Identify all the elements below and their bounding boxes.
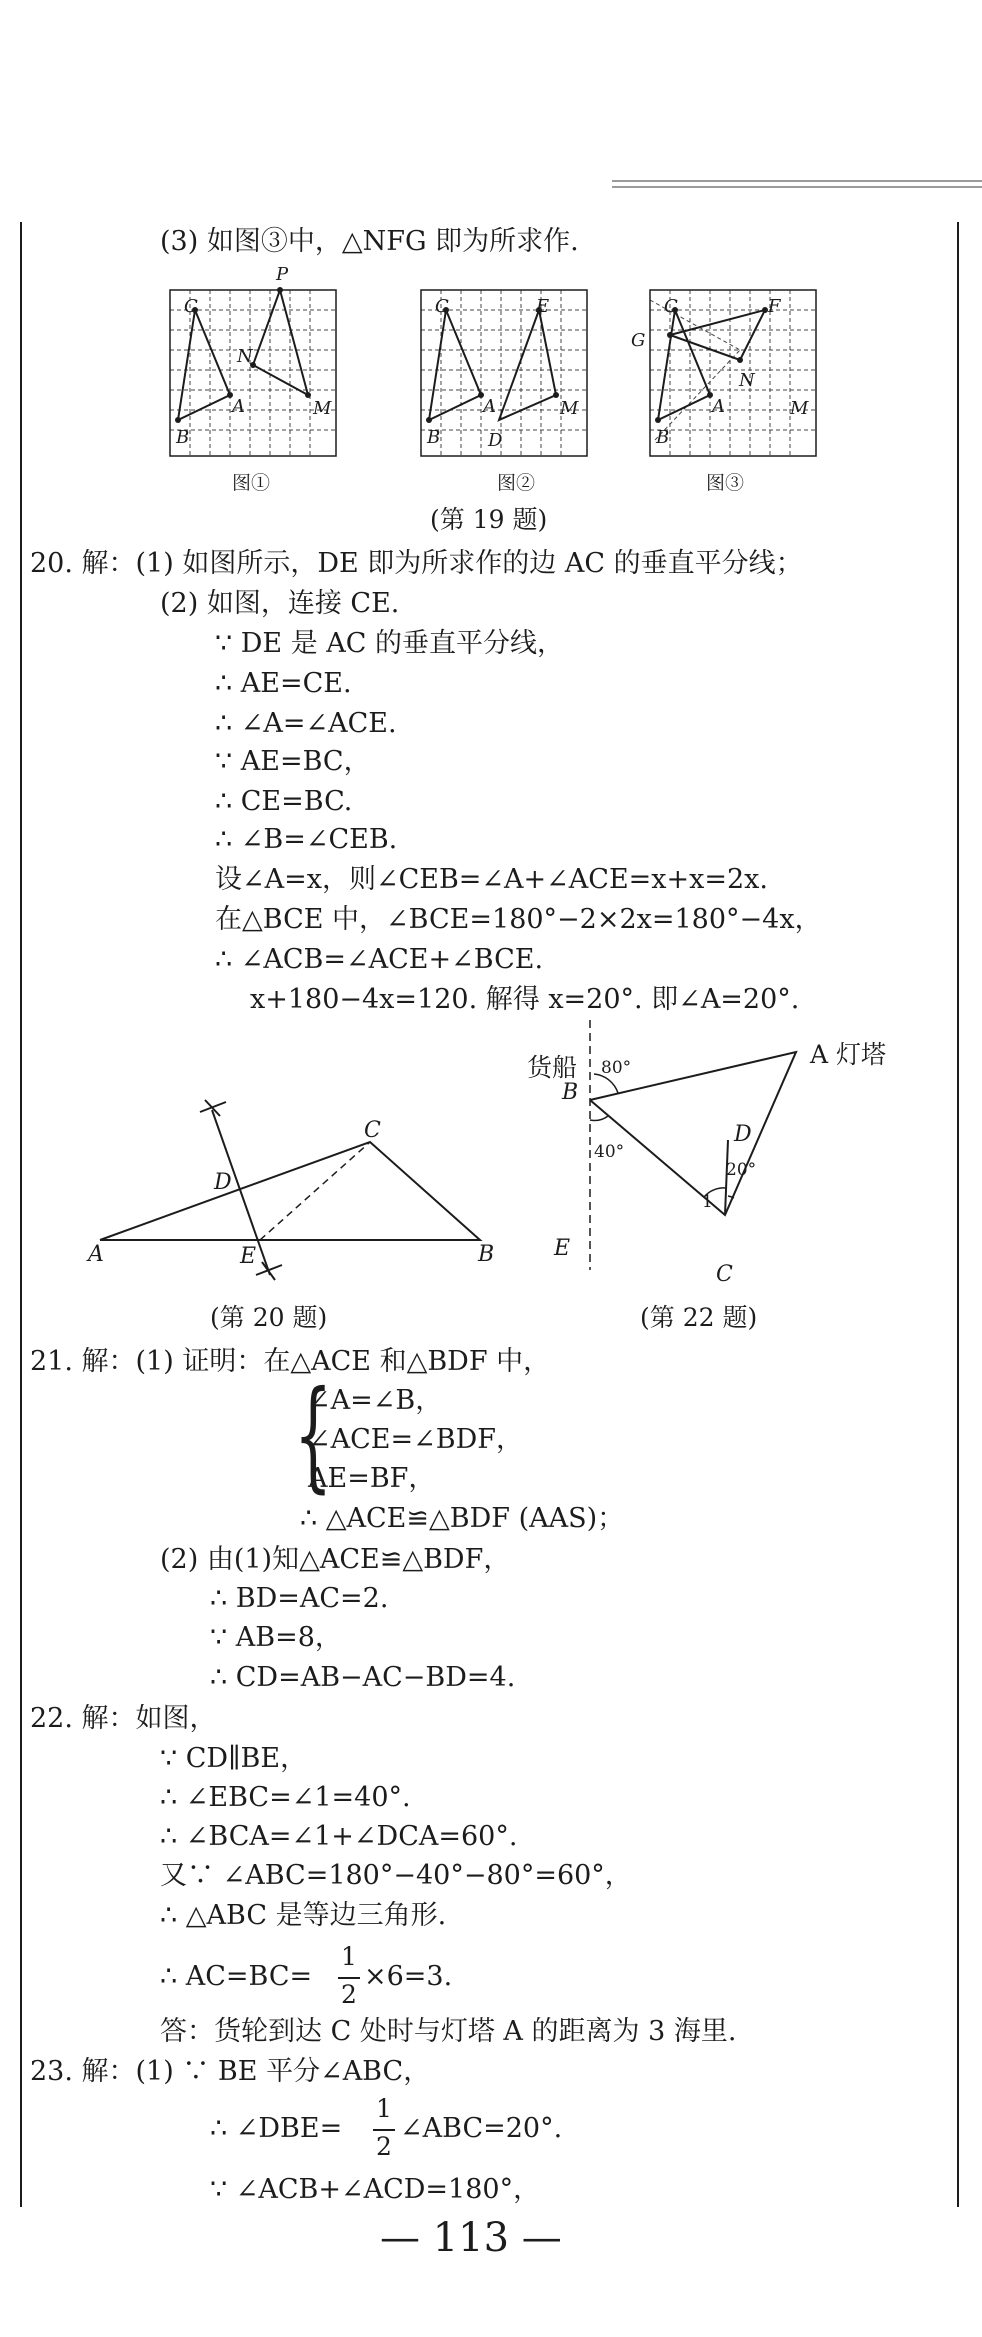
fig20-label-e: E (240, 1244, 257, 1269)
fig19-1-label-a: A (232, 396, 245, 417)
fig19-3-caption: 图③ (706, 472, 745, 494)
fig19-2-label-e: E (536, 296, 550, 317)
p21-line-5: ∴ △ACE≌△BDF (AAS)； (300, 1503, 625, 1534)
p21-line-8: ∵ AB=8， (210, 1622, 342, 1653)
fig20-label-a: A (88, 1242, 104, 1267)
fig19-3-label-g: G (631, 330, 646, 351)
p23-frac-num: 1 (376, 2094, 392, 2123)
fig20-caption: (第 20 题) (210, 1303, 328, 1332)
header-rule (612, 180, 982, 182)
p20-line-2: (2) 如图，连接 CE. (160, 588, 400, 619)
p20-line-6: ∵ AE=BC， (215, 746, 371, 777)
p20-line-12: x+180−4x=120. 解得 x=20°. 即∠A=20°. (250, 984, 800, 1015)
p23-line-1: 23. 解：(1) ∵ BE 平分∠ABC， (30, 2056, 431, 2087)
p22-frac-num: 1 (341, 1942, 357, 1971)
fig22-label-d: D (734, 1122, 752, 1147)
fig19-caption: (第 19 题) (430, 505, 548, 534)
p20-line-3: ∵ DE 是 AC 的垂直平分线， (215, 628, 565, 659)
fig19-1-label-c: C (184, 296, 198, 317)
p22-line-3: ∴ ∠EBC=∠1=40°. (160, 1782, 411, 1813)
fig19-1-label-b: B (176, 427, 190, 448)
p20-line-4: ∴ AE=CE. (215, 668, 352, 699)
p22-frac-bar (338, 1977, 360, 1979)
fig20 (0, 1090, 520, 1300)
fig20-label-c: C (364, 1118, 381, 1143)
right-margin-rule (957, 222, 959, 2207)
p22-line-8: ×6=3. (364, 1961, 453, 1992)
p21-line-6: (2) 由(1)知△ACE≌△BDF， (160, 1544, 511, 1575)
p21-line-1: 21. 解：(1) 证明：在△ACE 和△BDF 中， (30, 1346, 551, 1377)
fig19-3-label-a: A (712, 396, 725, 417)
fig20-label-b: B (478, 1242, 495, 1267)
fig19-1-label-p: P (276, 264, 289, 285)
fig19-2-label-c: C (435, 296, 449, 317)
fig19-3-label-m: M (790, 398, 809, 419)
p21-line-3: ∠ACE=∠BDF， (308, 1424, 523, 1455)
p20-line-8: ∴ ∠B=∠CEB. (215, 824, 398, 855)
p22-line-5: 又∵ ∠ABC=180°−40°−80°=60°， (160, 1860, 632, 1891)
fig19-3-label-n: N (739, 370, 755, 391)
page-number: — 113 — (380, 2215, 562, 2261)
p21-line-4: AE=BF， (308, 1463, 436, 1494)
fig22-angle-80: 80° (601, 1058, 632, 1078)
fig19-2-label-d: D (488, 430, 503, 451)
p22-line-9: 答：货轮到达 C 处时与灯塔 A 的距离为 3 海里. (160, 2016, 737, 2047)
p21-line-7: ∴ BD=AC=2. (210, 1583, 389, 1614)
p20-line-5: ∴ ∠A=∠ACE. (215, 708, 397, 739)
fig22-caption: (第 22 题) (640, 1303, 758, 1332)
p20-line-10: 在△BCE 中，∠BCE=180°−2×2x=180°−4x， (215, 904, 822, 935)
fig19-1-caption: 图① (232, 472, 271, 494)
p22-line-6: ∴ △ABC 是等边三角形. (160, 1900, 447, 1931)
fig19-1-label-m: M (313, 398, 332, 419)
fig22-ship-label: 货船 (527, 1053, 578, 1082)
fig19-2-label-a: A (483, 396, 496, 417)
p21-line-9: ∴ CD=AB−AC−BD=4. (210, 1662, 516, 1693)
fig22-label-e: E (554, 1236, 571, 1261)
fig22-label-1: 1 (702, 1192, 713, 1212)
p20-line-9: 设∠A=x，则∠CEB=∠A+∠ACE=x+x=2x. (215, 864, 768, 895)
p22-frac-den: 2 (341, 1980, 357, 2009)
p21-brace: { (294, 1366, 333, 1505)
p20-line-1: 20. 解：(1) 如图所示，DE 即为所求作的边 AC 的垂直平分线； (30, 548, 803, 579)
p23-line-2: ∴ ∠DBE= (210, 2113, 343, 2144)
fig19-1-label-n: N (237, 346, 253, 367)
fig19-2-label-m: M (560, 398, 579, 419)
p21-line-2: ∠A=∠B， (308, 1385, 443, 1416)
p22-line-2: ∵ CD∥BE， (160, 1743, 308, 1774)
p20-line-11: ∴ ∠ACB=∠ACE+∠BCE. (215, 944, 544, 975)
fig19-2-caption: 图② (497, 472, 536, 494)
fig22-angle-20: 20° (726, 1160, 757, 1180)
p23-frac-den: 2 (376, 2132, 392, 2161)
p23-frac-bar (373, 2129, 395, 2131)
header-rule-2 (612, 186, 982, 188)
fig19-2-label-b: B (427, 427, 441, 448)
fig22-label-c: C (716, 1262, 733, 1287)
p22-line-7: ∴ AC=BC= (160, 1961, 313, 1992)
fig19-3-label-f: F (768, 296, 781, 317)
p19-text: (3) 如图③中，△NFG 即为所求作. (160, 226, 579, 257)
fig19-3-label-c: C (664, 296, 678, 317)
fig22-angle-40: 40° (594, 1142, 625, 1162)
fig20-label-d: D (214, 1170, 232, 1195)
p22-line-1: 22. 解：如图， (30, 1703, 217, 1734)
p23-line-3: ∠ABC=20°. (400, 2113, 563, 2144)
p23-line-4: ∵ ∠ACB+∠ACD=180°， (210, 2174, 541, 2205)
p20-line-7: ∴ CE=BC. (215, 786, 353, 817)
fig19-3-label-b: B (656, 427, 670, 448)
p22-line-4: ∴ ∠BCA=∠1+∠DCA=60°. (160, 1821, 518, 1852)
fig22-lighthouse-label: A 灯塔 (810, 1040, 887, 1069)
fig22-label-b: B (562, 1080, 579, 1105)
